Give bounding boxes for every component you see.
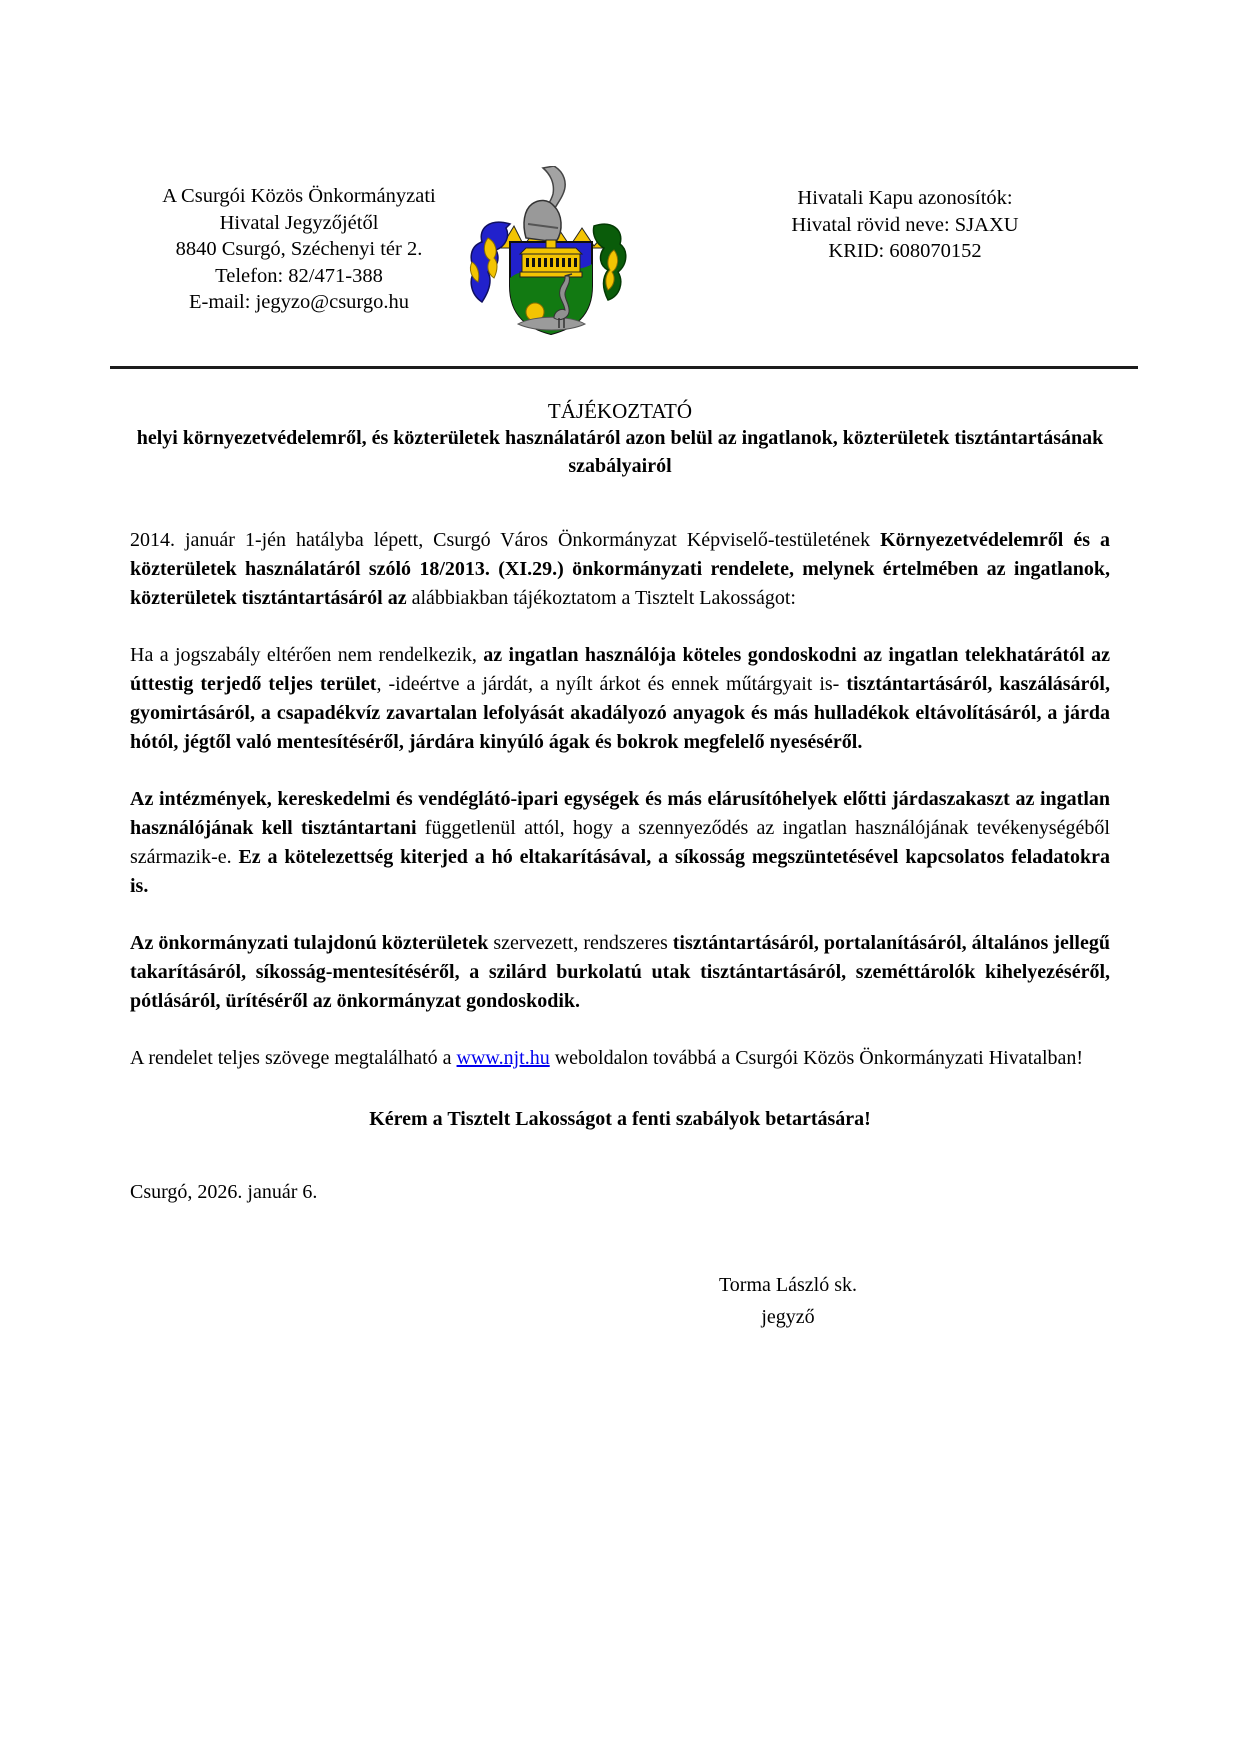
- text-segment: Ha a jogszabály eltérően nem rendelkezik,: [130, 644, 484, 666]
- text-segment: függetlenül attól, hogy a szennyeződés az ingatlan használójának tevékenységéből származik-e.: [130, 817, 1110, 868]
- sender-address-block: [118, 183, 480, 316]
- bold-text-segment: Az önkormányzati tulajdonú közterületek: [130, 932, 494, 954]
- bold-text-segment: tisztántartásáról, kaszálásáról, gyomirtásáról, a csapadékvíz zavartalan lefolyását akadályozó anyagok és más hulladékok eltávolításáról, a járda hótól, jégtől való mentesítéséről, járdára kinyúló ágak és bokrok megfelelő nyeséséről.: [130, 673, 1110, 753]
- body-paragraph: [130, 526, 1110, 613]
- text-segment: 2014. január 1-jén hatályba lépett, Csurgó Város Önkormányzat Képviselő-testületének: [130, 529, 881, 551]
- sender-email: E-mail: jegyzo@csurgo.hu: [188, 291, 410, 313]
- bold-text-segment: Ez a kötelezettség kiterjed a hó eltakarításával, a síkosság megszüntetésével kapcsolatos feladatokra is.: [130, 846, 1110, 897]
- bold-text-segment: Az intézmények, kereskedelmi és vendéglátó-ipari egységek és más elárusítóhelyek előtti járdaszakaszt az ingatlan használójának kell tisztántartani: [130, 788, 1110, 839]
- sender-line: 8840 Csurgó, Széchenyi tér 2.: [175, 238, 423, 260]
- text-segment: weboldalon továbbá a Csurgói Közös Önkormányzati Hivatalban!: [549, 1047, 1084, 1069]
- text-segment: szervezett, rendszeres: [493, 932, 673, 954]
- bold-text-segment: az ingatlan használója köteles gondoskodni az ingatlan telekhatárától az úttestig terjedő teljes terület: [130, 644, 1110, 695]
- closing-request: Kérem a Tisztelt Lakosságot a fenti szabályok betartására!: [369, 1108, 871, 1130]
- text-segment: A rendelet teljes szövege megtalálható a: [130, 1047, 457, 1069]
- njt-hu-link[interactable]: www.njt.hu: [456, 1047, 550, 1069]
- bold-text-segment: Környezetvédelemről és a közterületek használatáról szóló 18/2013. (XI.29.) önkormányzati rendelete, melynek értelmében az ingatlanok, közterületek tisztántartásáról az: [130, 529, 1110, 609]
- signature-block: [628, 1269, 948, 1333]
- csurgo-coat-of-arms-icon: [458, 166, 630, 336]
- document-title: TÁJÉKOZTATÓ: [547, 399, 693, 423]
- text-segment: alábbiakban tájékoztatom a Tisztelt Lakosságot:: [411, 587, 796, 609]
- body-paragraph: [130, 785, 1110, 901]
- hivatali-kapu-block: [700, 185, 1110, 265]
- sender-line: Hivatal Jegyzőjétől: [219, 211, 379, 234]
- document-body: [130, 398, 1110, 1333]
- signature-name: Torma László sk.: [718, 1274, 857, 1296]
- body-paragraph: [130, 929, 1110, 1016]
- bold-text-segment: tisztántartásáról, portalanításáról, általános jellegű takarításáról, síkosság-mentesítéséről, a szilárd burkolatú utak tisztántartásáról, szeméttárolók kihelyezéséről, pótlásáról, ürítéséről az önkormányzat gondoskodik.: [130, 932, 1110, 1012]
- body-paragraphs: [130, 526, 1110, 1073]
- document-subtitle: helyi környezetvédelemről, és közterületek használatáról azon belül az ingatlanok, közterületek tisztántartásának szabályairól: [136, 427, 1104, 477]
- body-paragraph: [130, 1044, 1110, 1073]
- sender-line: Telefon: 82/471-388: [215, 264, 383, 287]
- kapu-line: Hivatali Kapu azonosítók:: [797, 187, 1013, 209]
- signature-title: jegyző: [761, 1306, 815, 1328]
- kapu-line: Hivatal rövid neve: SJAXU: [791, 213, 1019, 236]
- kapu-line: KRID: 608070152: [828, 240, 982, 262]
- date-line: Csurgó, 2026. január 6.: [130, 1181, 318, 1203]
- body-paragraph: [130, 641, 1110, 757]
- sender-line: A Csurgói Közös Önkormányzati: [162, 185, 436, 207]
- text-segment: , -ideértve a járdát, a nyílt árkot és ennek műtárgyait is-: [376, 673, 847, 695]
- header-divider: [110, 366, 1138, 369]
